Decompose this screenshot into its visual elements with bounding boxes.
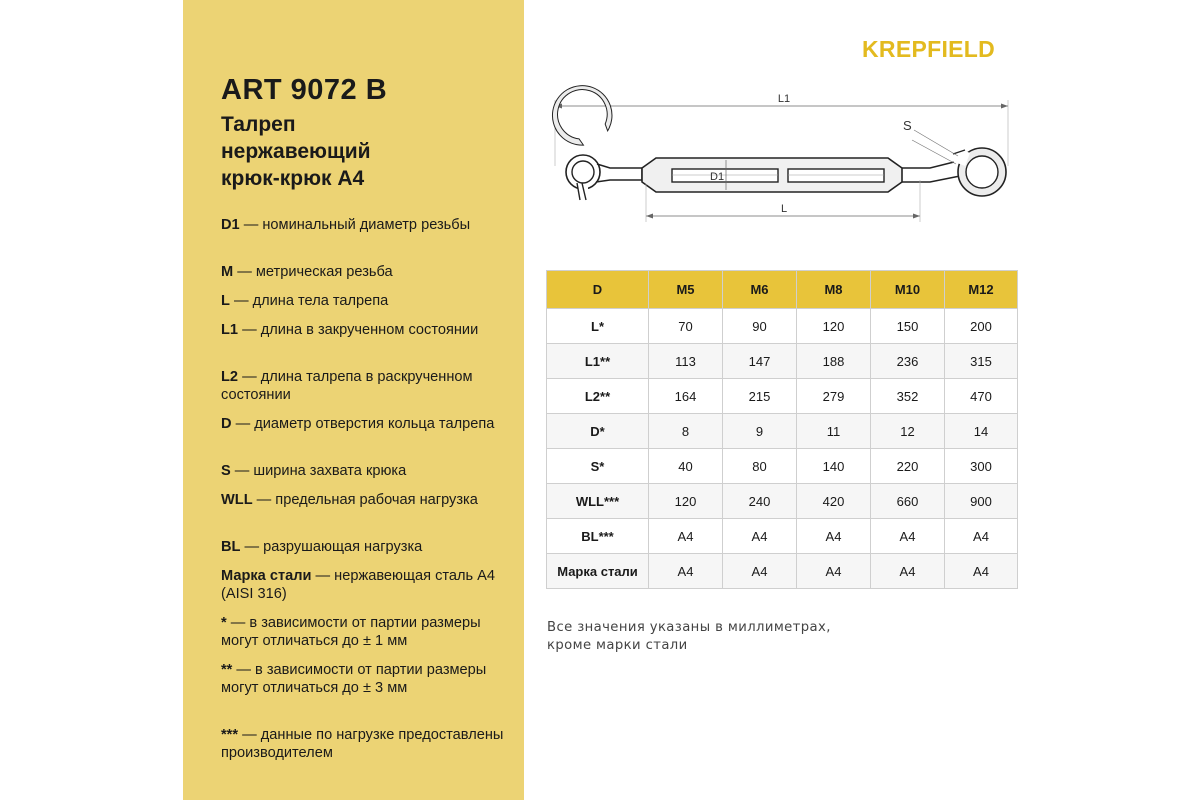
definition-term: Марка стали bbox=[221, 568, 312, 584]
definition-item bbox=[221, 567, 516, 603]
definition-text: — метрическая резьба bbox=[233, 264, 393, 280]
table-row bbox=[547, 519, 1018, 554]
table-cell: 113 bbox=[649, 344, 723, 379]
table-cell: 240 bbox=[723, 484, 797, 519]
table-cell: A4 bbox=[797, 519, 871, 554]
definition-item bbox=[221, 462, 516, 480]
column-header: D bbox=[547, 271, 649, 309]
label-s: S bbox=[903, 118, 912, 133]
table-row bbox=[547, 554, 1018, 589]
table-cell: 80 bbox=[723, 449, 797, 484]
table-cell: 315 bbox=[945, 344, 1018, 379]
table-cell: 150 bbox=[871, 309, 945, 344]
table-cell: 420 bbox=[797, 484, 871, 519]
definition-term: S bbox=[221, 463, 231, 479]
definition-item bbox=[221, 661, 516, 697]
definition-text: — предельная рабочая нагрузка bbox=[252, 492, 478, 508]
table-cell: 164 bbox=[649, 379, 723, 414]
row-header: WLL*** bbox=[547, 484, 649, 519]
definition-item bbox=[221, 491, 516, 509]
row-header: L1** bbox=[547, 344, 649, 379]
row-header: Марка стали bbox=[547, 554, 649, 589]
definition-term: ** bbox=[221, 662, 233, 678]
table-row bbox=[547, 484, 1018, 519]
table-cell: A4 bbox=[871, 554, 945, 589]
row-header: L2** bbox=[547, 379, 649, 414]
definition-term: D bbox=[221, 416, 232, 432]
table-cell: A4 bbox=[945, 554, 1018, 589]
table-cell: 140 bbox=[797, 449, 871, 484]
definition-term: * bbox=[221, 615, 227, 631]
definition-term: L1 bbox=[221, 322, 239, 338]
table-cell: 11 bbox=[797, 414, 871, 449]
left-shank bbox=[596, 164, 642, 182]
column-header: M6 bbox=[723, 271, 797, 309]
table-cell: A4 bbox=[797, 554, 871, 589]
definition-text: — номинальный диаметр резьбы bbox=[239, 217, 471, 233]
left-hook-ring bbox=[566, 155, 600, 189]
definition-term: D1 bbox=[221, 217, 240, 233]
table-header-row bbox=[547, 271, 1018, 309]
definition-item bbox=[221, 614, 516, 650]
spec-table bbox=[546, 270, 1018, 589]
table-row bbox=[547, 414, 1018, 449]
table-cell: 279 bbox=[797, 379, 871, 414]
definition-term: WLL bbox=[221, 492, 253, 508]
definition-item bbox=[221, 321, 516, 339]
product-title bbox=[221, 111, 511, 192]
definition-text: — в зависимости от партии размеры могут отличаться до ± 1 мм bbox=[221, 615, 481, 649]
table-cell: 352 bbox=[871, 379, 945, 414]
definition-item bbox=[221, 368, 516, 404]
definition-text: — длина талрепа в раскрученном состоянии bbox=[221, 369, 473, 403]
definition-term: *** bbox=[221, 727, 239, 743]
column-header: M10 bbox=[871, 271, 945, 309]
right-hook-ring-inner bbox=[966, 156, 998, 188]
left-hook bbox=[552, 86, 612, 146]
table-cell: 215 bbox=[723, 379, 797, 414]
definition-item bbox=[221, 216, 516, 234]
label-l1: L1 bbox=[777, 93, 791, 105]
definition-item bbox=[221, 726, 516, 762]
definition-text: — ширина захвата крюка bbox=[230, 463, 407, 479]
table-cell: 40 bbox=[649, 449, 723, 484]
table-cell: A4 bbox=[723, 554, 797, 589]
row-header: D* bbox=[547, 414, 649, 449]
column-header: M8 bbox=[797, 271, 871, 309]
row-header: S* bbox=[547, 449, 649, 484]
table-cell: 220 bbox=[871, 449, 945, 484]
table-cell: 300 bbox=[945, 449, 1018, 484]
article-number: ART 9072 B bbox=[221, 74, 388, 106]
label-d1: D1 bbox=[710, 171, 725, 183]
table-cell: 900 bbox=[945, 484, 1018, 519]
definition-term: BL bbox=[221, 539, 241, 555]
left-hook-ring-inner bbox=[572, 161, 594, 183]
row-header: BL*** bbox=[547, 519, 649, 554]
table-cell: 236 bbox=[871, 344, 945, 379]
table-row bbox=[547, 449, 1018, 484]
body-slot-left bbox=[672, 169, 778, 182]
arrowhead bbox=[913, 214, 920, 219]
table-cell: A4 bbox=[649, 519, 723, 554]
units-footnote bbox=[547, 619, 927, 655]
table-row bbox=[547, 344, 1018, 379]
table-cell: 90 bbox=[723, 309, 797, 344]
label-l: L bbox=[780, 203, 788, 215]
s-line bbox=[914, 130, 958, 156]
footnote-line: кроме марки стали bbox=[547, 638, 688, 653]
column-header: M5 bbox=[649, 271, 723, 309]
column-header: M12 bbox=[945, 271, 1018, 309]
table-row bbox=[547, 379, 1018, 414]
definition-term: L2 bbox=[221, 369, 239, 385]
table-cell: 120 bbox=[649, 484, 723, 519]
arrowhead bbox=[1001, 104, 1008, 109]
product-title-line: крюк-крюк А4 bbox=[221, 167, 365, 190]
definition-text: — диаметр отверстия кольца талрепа bbox=[231, 416, 495, 432]
table-cell: 147 bbox=[723, 344, 797, 379]
table-cell: 9 bbox=[723, 414, 797, 449]
definition-text: — нержавеющая сталь А4 (AISI 316) bbox=[221, 568, 496, 602]
brand-logo: KREPFIELD bbox=[862, 36, 996, 62]
definition-item bbox=[221, 263, 516, 281]
definition-item bbox=[221, 292, 516, 310]
product-title-line: нержавеющий bbox=[221, 140, 371, 163]
table-cell: 660 bbox=[871, 484, 945, 519]
definition-text: — разрушающая нагрузка bbox=[240, 539, 423, 555]
table-cell: 14 bbox=[945, 414, 1018, 449]
table-cell: A4 bbox=[723, 519, 797, 554]
table-cell: 470 bbox=[945, 379, 1018, 414]
definition-term: M bbox=[221, 264, 234, 280]
table-cell: 70 bbox=[649, 309, 723, 344]
arrowhead bbox=[646, 214, 653, 219]
right-shank bbox=[902, 162, 960, 182]
definition-text: — в зависимости от партии размеры могут отличаться до ± 3 мм bbox=[221, 662, 487, 696]
table-cell: A4 bbox=[871, 519, 945, 554]
definition-item bbox=[221, 415, 516, 433]
definition-item bbox=[221, 538, 516, 556]
table-cell: 188 bbox=[797, 344, 871, 379]
definition-text: — длина тела талрепа bbox=[229, 293, 389, 309]
table-cell: A4 bbox=[945, 519, 1018, 554]
footnote-line: Все значения указаны в миллиметрах, bbox=[547, 620, 831, 635]
table-cell: 8 bbox=[649, 414, 723, 449]
table-cell: A4 bbox=[649, 554, 723, 589]
body-slot-right bbox=[788, 169, 884, 182]
definition-text: — длина в закрученном состоянии bbox=[238, 322, 479, 338]
product-title-line: Талреп bbox=[221, 113, 296, 136]
table-cell: 12 bbox=[871, 414, 945, 449]
table-cell: 120 bbox=[797, 309, 871, 344]
turnbuckle-drawing bbox=[540, 84, 1020, 234]
row-header: L* bbox=[547, 309, 649, 344]
definition-term: L bbox=[221, 293, 230, 309]
definition-text: — данные по нагрузке предоставлены производителем bbox=[221, 727, 504, 761]
table-cell: 200 bbox=[945, 309, 1018, 344]
table-row bbox=[547, 309, 1018, 344]
